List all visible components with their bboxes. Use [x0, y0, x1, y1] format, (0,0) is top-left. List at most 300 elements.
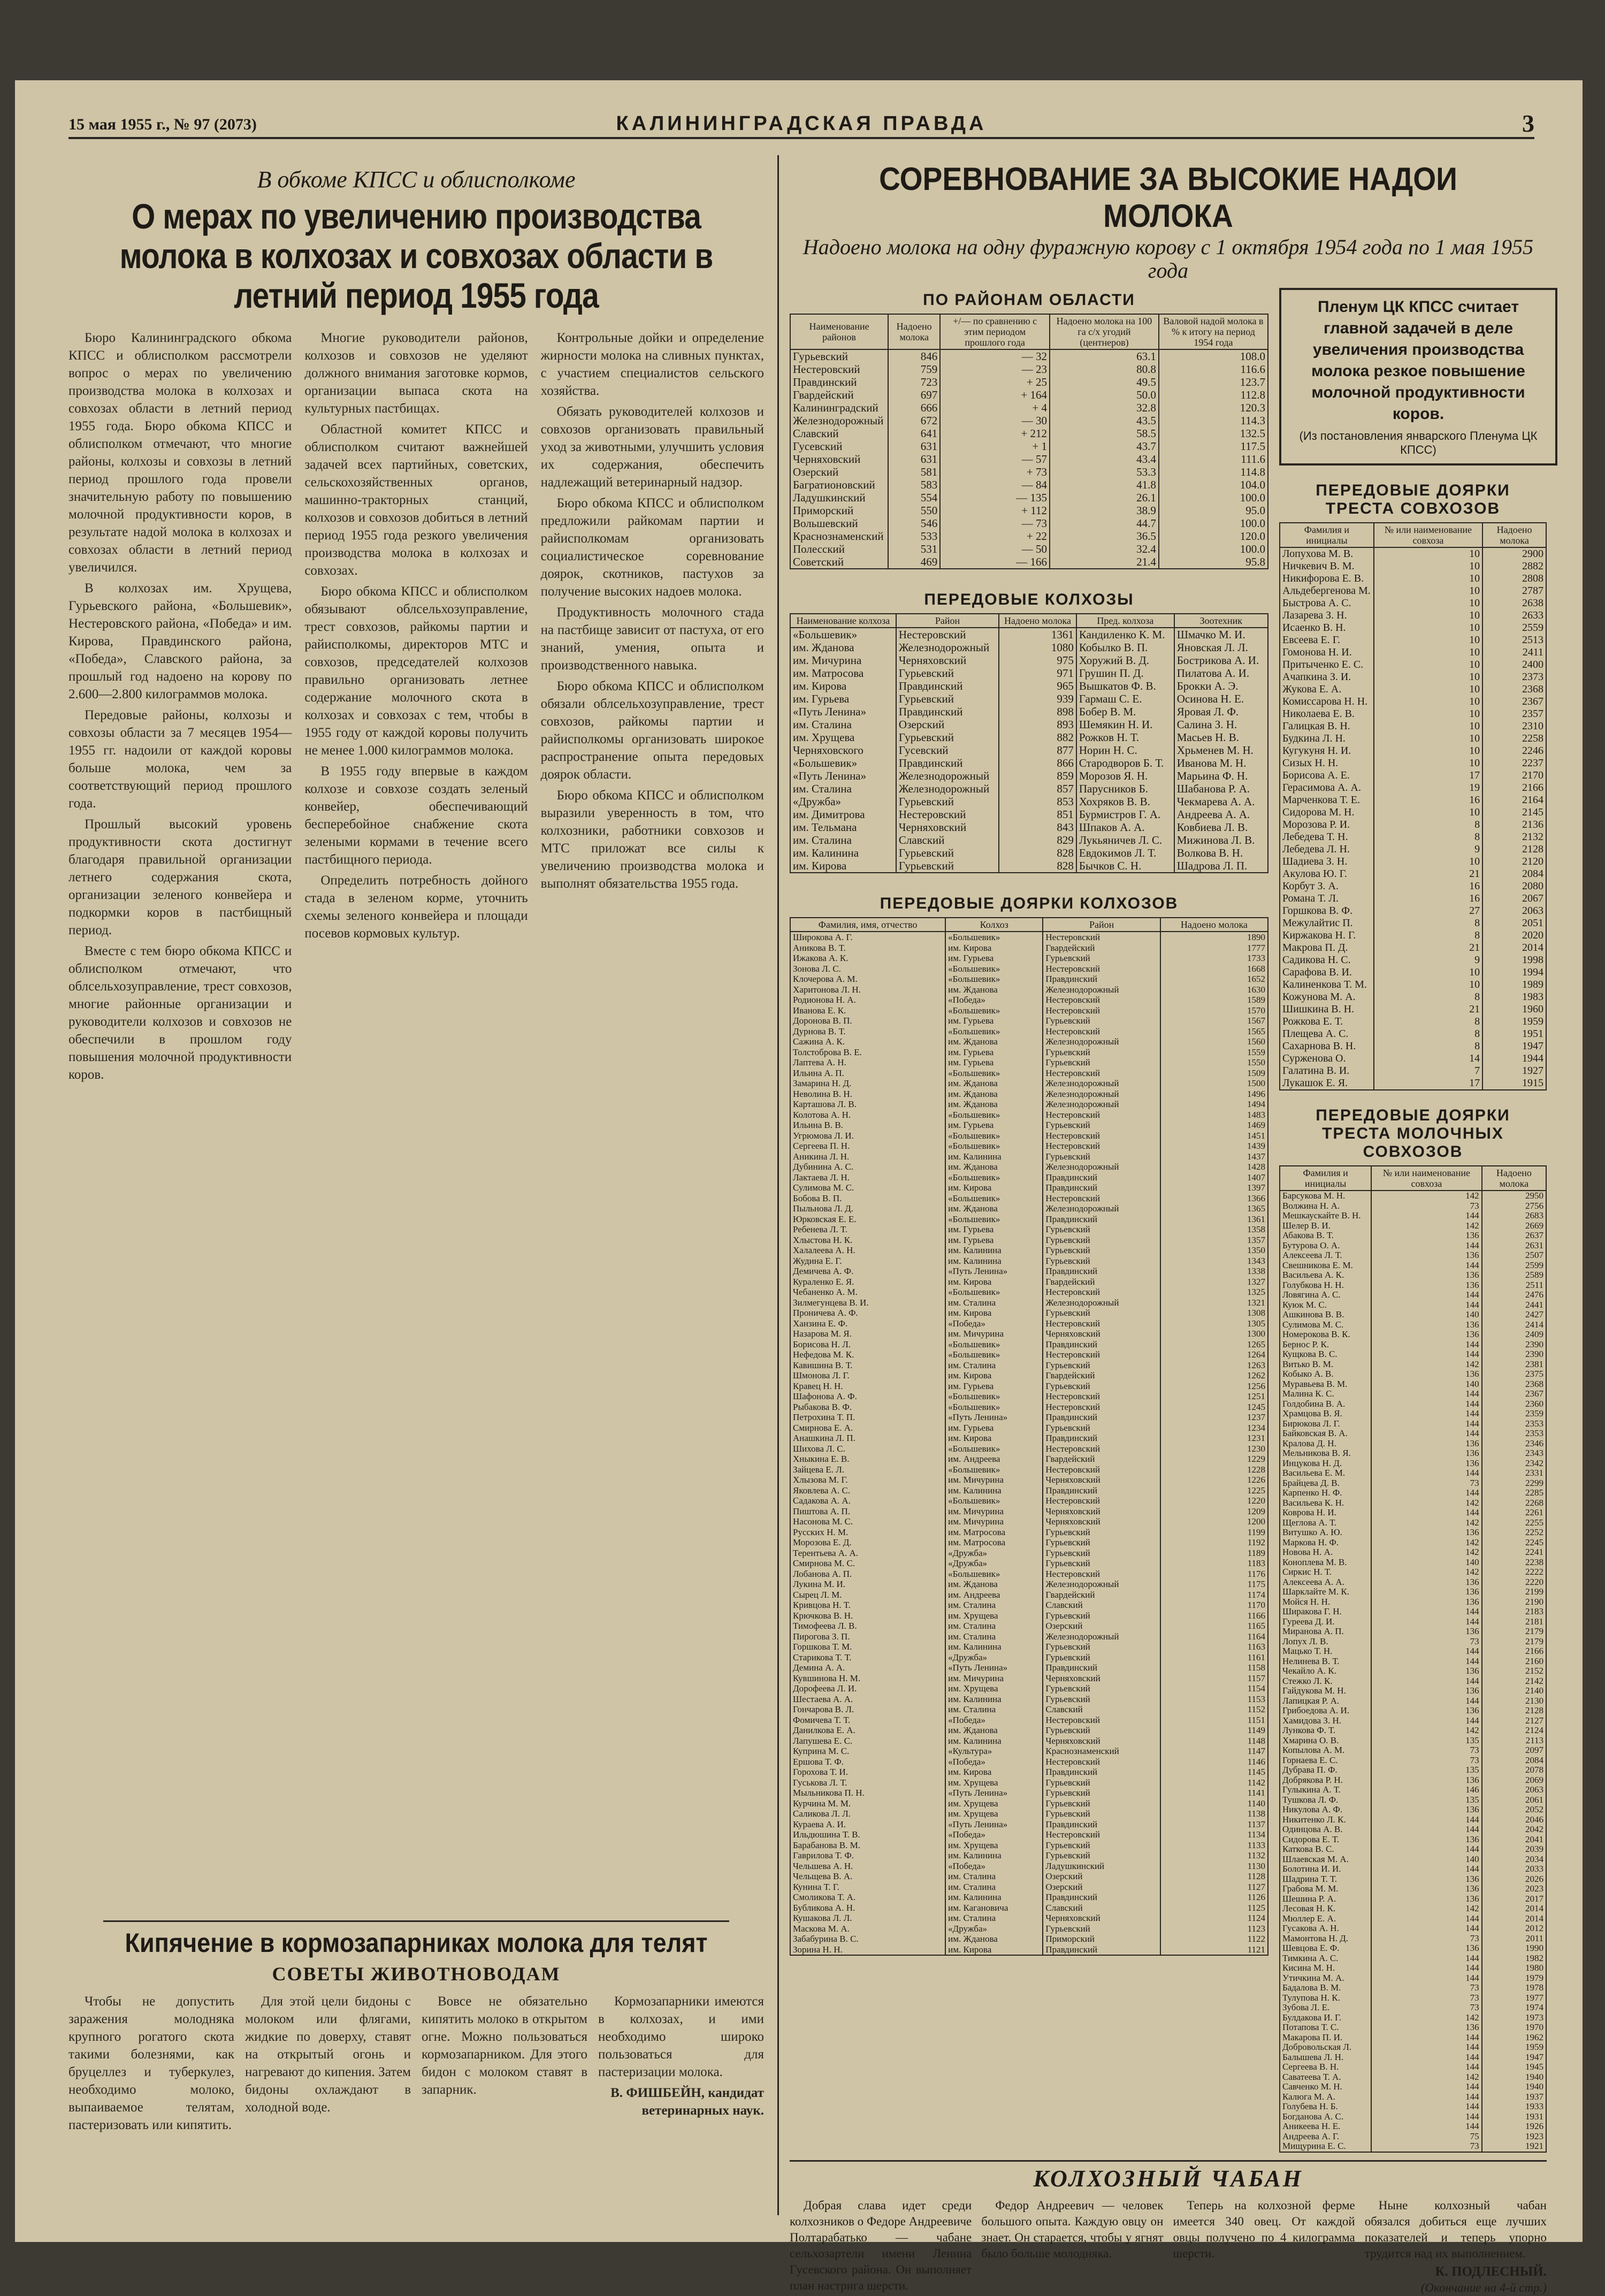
table-cell: 100.0 — [1159, 491, 1268, 504]
table-cell: 554 — [888, 491, 940, 504]
table-row — [1280, 1448, 1546, 1459]
table-cell: Борисова А. Е. — [1280, 769, 1374, 782]
table-cell: 1589 — [1160, 995, 1268, 1005]
table-row — [790, 808, 1268, 821]
table-cell: 2631 — [1482, 1241, 1546, 1251]
table-row — [1280, 1016, 1546, 1028]
table-row — [1280, 1191, 1546, 1201]
table-cell: 2039 — [1482, 1844, 1546, 1855]
table-row — [1280, 831, 1546, 843]
table-row — [790, 1318, 1268, 1329]
table-cell: — 32 — [940, 349, 1050, 363]
article-column-3 — [541, 329, 764, 1913]
table-row — [790, 1047, 1268, 1058]
table-row — [790, 349, 1268, 363]
table-cell: Сырец Л. М. — [790, 1590, 945, 1600]
table-cell: 136 — [1371, 1884, 1481, 1894]
table-cell: «Дружба» — [945, 1924, 1043, 1934]
table-cell: 1361 — [999, 628, 1076, 641]
table-cell: «Большевик» — [945, 1214, 1043, 1225]
table-row — [1280, 1360, 1546, 1370]
table-cell: 2078 — [1482, 1765, 1546, 1775]
table-row — [790, 1683, 1268, 1694]
table-cell: 723 — [888, 376, 940, 388]
table-cell: Гурьевский — [1043, 1423, 1160, 1433]
table-cell: Комиссарова Н. Н. — [1280, 696, 1374, 708]
table-cell: 1265 — [1160, 1339, 1268, 1350]
table-cell: 1245 — [1160, 1402, 1268, 1413]
table-cell: 144 — [1371, 1429, 1481, 1439]
table-cell: 2359 — [1482, 1409, 1546, 1419]
table-cell: 144 — [1371, 1815, 1481, 1825]
table-cell: 144 — [1371, 1261, 1481, 1271]
table-row — [790, 641, 1268, 654]
table-cell: Калюга М. А. — [1280, 2092, 1371, 2102]
table-row — [1280, 1231, 1546, 1241]
table-cell: «Победа» — [945, 995, 1043, 1005]
table-cell: 1126 — [1160, 1892, 1268, 1903]
table-cell: Гурьевский — [1043, 1558, 1160, 1569]
table-cell: Широкова А. Г. — [790, 932, 945, 943]
table-cell: «Путь Ленина» — [945, 1266, 1043, 1277]
table-cell: Шелер В. И. — [1280, 1221, 1371, 1231]
table-cell: 10 — [1374, 683, 1482, 696]
table-row — [1280, 2053, 1546, 2063]
table-cell: Мамонтова Н. Д. — [1280, 1934, 1371, 1944]
table-cell: «Большевик» — [790, 628, 896, 641]
table-cell: 2346 — [1482, 1439, 1546, 1449]
table-cell: Замарина Н. Д. — [790, 1078, 945, 1089]
table-row — [790, 543, 1268, 555]
column-header: Валовой надой молока в % к итогу на период 1954 года — [1159, 314, 1268, 349]
table-cell: Лобанова А. П. — [790, 1569, 945, 1580]
table-cell: Нестеровский — [1043, 1757, 1160, 1767]
table-cell: Морозова Р. И. — [1280, 819, 1374, 831]
table-cell: Хамидова З. Н. — [1280, 1716, 1371, 1726]
table-row — [790, 1694, 1268, 1705]
table-row — [1280, 1835, 1546, 1845]
column-header: Фамилия и инициалы — [1280, 1166, 1371, 1191]
table-cell: Петрохина Т. П. — [790, 1412, 945, 1423]
table-cell: 2808 — [1482, 573, 1546, 585]
table-cell: 2589 — [1482, 1270, 1546, 1280]
table-cell: 41.8 — [1050, 478, 1159, 491]
table-cell: — 73 — [940, 517, 1050, 530]
table-row — [1280, 1637, 1546, 1647]
table-cell: Утичкина М. А. — [1280, 1973, 1371, 1984]
table-cell: Правдинский — [896, 680, 999, 692]
table-cell: 10 — [1374, 609, 1482, 622]
table-cell: 533 — [888, 530, 940, 543]
table-cell: 2166 — [1482, 1646, 1546, 1657]
table-row — [1280, 1290, 1546, 1300]
table-cell: 2170 — [1482, 769, 1546, 782]
table-cell: Зорина Н. Н. — [790, 1944, 945, 1956]
table-cell: Кувшинова Н. М. — [790, 1673, 945, 1684]
table-row — [790, 1652, 1268, 1663]
table-cell: Савченко М. Н. — [1280, 2082, 1371, 2092]
table-cell: Демичева А. Ф. — [790, 1266, 945, 1277]
table-cell: 144 — [1371, 1241, 1481, 1251]
table-cell: «Победа» — [945, 1318, 1043, 1329]
table-cell: 73 — [1371, 1201, 1481, 1211]
table-cell: Железнодорожный — [1043, 1298, 1160, 1308]
table-cell: 2353 — [1482, 1429, 1546, 1439]
table-cell: 2222 — [1482, 1567, 1546, 1577]
table-row — [790, 1913, 1268, 1924]
chaban-columns — [790, 2198, 1547, 2296]
article-column-1 — [68, 329, 292, 1913]
table-cell: Лукашок Е. Я. — [1280, 1077, 1374, 1090]
table-cell: Ничкевич В. М. — [1280, 560, 1374, 573]
table-cell: Лукьяничев Л. С. — [1076, 834, 1174, 846]
table-cell: 1176 — [1160, 1569, 1268, 1580]
table-cell: 142 — [1371, 1498, 1481, 1508]
table-cell: 2368 — [1482, 683, 1546, 696]
table-cell: им. Кирова — [945, 1277, 1043, 1287]
table-cell: 975 — [999, 654, 1076, 667]
table-cell: Нестеровский — [896, 628, 999, 641]
table-cell: Герасимова А. А. — [1280, 782, 1374, 794]
table-cell: «Культура» — [945, 1746, 1043, 1757]
table-cell: Железнодорожный — [1043, 1162, 1160, 1172]
table-cell: 1262 — [1160, 1370, 1268, 1381]
table-row — [790, 401, 1268, 414]
table-cell: Кожунова М. А. — [1280, 991, 1374, 1003]
table-cell: 877 — [999, 744, 1076, 757]
table-cell: Щеглова А. Т. — [1280, 1518, 1371, 1528]
table-cell: Сидорова Е. Т. — [1280, 1835, 1371, 1845]
dairy-milkmaid-heading: ПЕРЕДОВЫЕ ДОЯРКИ ТРЕСТА МОЛОЧНЫХ СОВХОЗОВ — [1316, 1107, 1510, 1161]
table-cell: 26.1 — [1050, 491, 1159, 504]
table-cell: Ханзина Е. Ф. — [790, 1318, 945, 1329]
table-cell: 2152 — [1482, 1666, 1546, 1676]
table-cell: им. Гурьева — [945, 1224, 1043, 1235]
table-cell: 2373 — [1482, 671, 1546, 683]
table-cell: 1125 — [1160, 1903, 1268, 1913]
table-row — [790, 985, 1268, 995]
table-cell: Сидорова М. Н. — [1280, 806, 1374, 819]
table-cell: им. Мичурина — [790, 654, 896, 667]
table-cell: им. Мичурина — [945, 1329, 1043, 1339]
table-cell: Правдинский — [896, 757, 999, 769]
table-cell: Яковлева А. С. — [790, 1485, 945, 1496]
table-row — [1280, 1028, 1546, 1040]
table-cell: 144 — [1371, 1340, 1481, 1350]
table-cell: им. Калинина — [945, 1245, 1043, 1256]
table-row — [1280, 1963, 1546, 1973]
table-cell: Кунина Т. Г. — [790, 1882, 945, 1893]
table-row — [1280, 1518, 1546, 1528]
table-cell: 73 — [1371, 1745, 1481, 1756]
table-cell: 2900 — [1482, 547, 1546, 560]
table-cell: Нестеровский — [1043, 1141, 1160, 1151]
table-cell: Правдинский — [1043, 1214, 1160, 1225]
table-row — [790, 1381, 1268, 1392]
table-cell: Васильева Е. М. — [1280, 1468, 1371, 1478]
table-cell: Сиркис Н. Т. — [1280, 1567, 1371, 1577]
table-cell: им. Сталина — [945, 1360, 1043, 1371]
table-cell: Бурмистров Г. А. — [1076, 808, 1174, 821]
table-cell: 882 — [999, 731, 1076, 744]
table-row — [790, 1673, 1268, 1684]
sub-article-column — [245, 1993, 411, 2137]
table-row — [1280, 1785, 1546, 1795]
table-cell: «Победа» — [945, 1861, 1043, 1872]
table-cell: Миранова А. П. — [1280, 1627, 1371, 1637]
table-row — [1280, 1270, 1546, 1280]
table-row — [790, 1548, 1268, 1559]
table-cell: 1960 — [1482, 1003, 1546, 1016]
table-cell: Озерский — [1043, 1621, 1160, 1631]
table-row — [1280, 659, 1546, 671]
table-cell: Гаврилова Т. Ф. — [790, 1850, 945, 1861]
table-cell: Железнодорожный — [1043, 1203, 1160, 1214]
table-row — [790, 1454, 1268, 1464]
table-row — [790, 1370, 1268, 1381]
table-row — [790, 1840, 1268, 1851]
table-cell: Шихова Л. С. — [790, 1444, 945, 1454]
table-cell: Доронова В. П. — [790, 1016, 945, 1026]
table-cell: 2181 — [1482, 1617, 1546, 1627]
table-cell: 136 — [1371, 2023, 1481, 2033]
table-row — [1280, 1666, 1546, 1676]
table-cell: 10 — [1374, 757, 1482, 769]
table-cell: Славский — [1043, 1600, 1160, 1611]
table-cell: им. Сталина — [790, 782, 896, 795]
table-row — [1280, 1478, 1546, 1489]
table-cell: Смирнова М. С. — [790, 1558, 945, 1569]
table-cell: 1567 — [1160, 1016, 1268, 1026]
table-cell: им. Хрущева — [945, 1798, 1043, 1809]
table-cell: 1428 — [1160, 1162, 1268, 1172]
table-cell: 136 — [1371, 1943, 1481, 1954]
table-cell: 1977 — [1482, 1993, 1546, 2003]
table-cell: 140 — [1371, 1379, 1481, 1390]
table-cell: 73 — [1371, 1934, 1481, 1944]
table-cell: 10 — [1374, 597, 1482, 609]
table-row — [790, 1798, 1268, 1809]
table-cell: Дубрава П. Ф. — [1280, 1765, 1371, 1775]
table-row — [790, 1829, 1268, 1840]
table-cell: 1959 — [1482, 1016, 1546, 1028]
table-cell: 135 — [1371, 1736, 1481, 1746]
quote-text: Пленум ЦК КПСС считает главной задачей в деле увеличения производства молока резкое повышение молочной продуктивности коров. — [1311, 298, 1525, 423]
table-cell: Каткова В. С. — [1280, 1844, 1371, 1855]
table-cell: 136 — [1371, 1250, 1481, 1261]
column-header: № или наименование совхоза — [1371, 1166, 1481, 1191]
table-cell: Железнодорожный — [1043, 1078, 1160, 1089]
table-cell: 1350 — [1160, 1245, 1268, 1256]
table-cell: Мыльникова П. Н. — [790, 1788, 945, 1798]
table-cell: Хрьменев М. Н. — [1174, 744, 1268, 757]
table-cell: 2261 — [1482, 1508, 1546, 1518]
table-row — [1280, 1201, 1546, 1211]
table-cell: Русских Н. М. — [790, 1527, 945, 1538]
table-row — [1280, 696, 1546, 708]
table-cell: 828 — [999, 846, 1076, 859]
table-cell: «Дружба» — [945, 1558, 1043, 1569]
table-cell: «Большевик» — [945, 1402, 1043, 1413]
table-cell: «Большевик» — [945, 1464, 1043, 1475]
table-cell: 43.4 — [1050, 453, 1159, 466]
table-row — [1280, 708, 1546, 720]
table-cell: 21.4 — [1050, 555, 1159, 569]
table-row — [1280, 1439, 1546, 1449]
table-cell: 2241 — [1482, 1547, 1546, 1558]
table-cell: Лункова Ф. Т. — [1280, 1726, 1371, 1736]
table-cell: 144 — [1371, 1399, 1481, 1409]
table-cell: им. Хрущева — [945, 1840, 1043, 1851]
table-cell: Кугукуня Н. И. — [1280, 745, 1374, 757]
table-row — [1280, 1558, 1546, 1568]
table-cell: 2014 — [1482, 942, 1546, 954]
table-cell: 469 — [888, 555, 940, 569]
table-cell: Хохряков В. В. — [1076, 795, 1174, 808]
table-cell: 10 — [1374, 966, 1482, 979]
table-cell: 10 — [1374, 720, 1482, 733]
table-cell: Мацько Т. Н. — [1280, 1646, 1371, 1657]
table-cell: 9 — [1374, 843, 1482, 856]
table-cell: Черняховский — [1043, 1475, 1160, 1485]
table-row — [1280, 2141, 1546, 2152]
table-row — [790, 1809, 1268, 1819]
table-cell: Кураева А. И. — [790, 1819, 945, 1830]
table-cell: 144 — [1371, 1211, 1481, 1221]
table-row — [1280, 1894, 1546, 1904]
table-cell: — 30 — [940, 414, 1050, 427]
table-cell: Малина К. С. — [1280, 1389, 1371, 1399]
table-cell: «Большевик» — [945, 1068, 1043, 1079]
table-row — [790, 1203, 1268, 1214]
table-cell: 2130 — [1482, 1696, 1546, 1706]
table-row — [1280, 1617, 1546, 1627]
table-cell: + 164 — [940, 388, 1050, 401]
table-cell: Евсеева Е. Г. — [1280, 634, 1374, 646]
table-cell: Гурьевский — [1043, 1224, 1160, 1235]
table-cell: 1154 — [1160, 1683, 1268, 1694]
table-cell: 2375 — [1482, 1369, 1546, 1379]
table-cell: 1357 — [1160, 1235, 1268, 1246]
table-cell: 1170 — [1160, 1600, 1268, 1611]
table-cell: 144 — [1371, 1914, 1481, 1924]
table-cell: Гурьевский — [1043, 953, 1160, 964]
table-cell: 1668 — [1160, 964, 1268, 974]
table-cell: 1149 — [1160, 1725, 1268, 1736]
table-cell: 2183 — [1482, 1607, 1546, 1617]
table-row — [790, 555, 1268, 569]
table-cell: 2638 — [1482, 597, 1546, 609]
table-cell: 2164 — [1482, 794, 1546, 806]
table-cell: 1141 — [1160, 1788, 1268, 1798]
table-cell: Шпаков А. А. — [1076, 821, 1174, 834]
table-cell: 531 — [888, 543, 940, 555]
table-cell: Маскова М. А. — [790, 1924, 945, 1934]
table-cell: им. Жданова — [945, 1036, 1043, 1047]
table-cell: Славский — [1043, 1704, 1160, 1715]
table-cell: 144 — [1371, 1468, 1481, 1478]
table-cell: 73 — [1371, 1756, 1481, 1766]
table-cell: 1174 — [1160, 1590, 1268, 1600]
table-cell: 136 — [1371, 1439, 1481, 1449]
table-cell: Гвардейский — [1043, 1454, 1160, 1464]
table-cell: 2179 — [1482, 1627, 1546, 1637]
table-cell: Правдинский — [1043, 1183, 1160, 1193]
table-cell: Нестеровский — [1043, 1444, 1160, 1454]
table-cell: 135 — [1371, 1795, 1481, 1805]
table-cell: Одинцова А. В. — [1280, 1825, 1371, 1835]
table-cell: Зонова Л. С. — [790, 964, 945, 974]
table-cell: 1500 — [1160, 1078, 1268, 1089]
table-cell: Нестеровский — [1043, 1318, 1160, 1329]
table-cell: 8 — [1374, 917, 1482, 929]
table-cell: Шемякин Н. И. — [1076, 718, 1174, 731]
table-cell: им. Сталина — [945, 1913, 1043, 1924]
sub-article-rubric: СОВЕТЫ ЖИВОТНОВОДАМ — [272, 1963, 561, 1985]
table-cell: 111.6 — [1159, 453, 1268, 466]
table-cell: Сулимова М. С. — [1280, 1320, 1371, 1330]
table-cell: 1130 — [1160, 1861, 1268, 1872]
table-cell: Железнодорожный — [896, 782, 999, 795]
table-cell: + 112 — [940, 504, 1050, 517]
table-cell: Гусевский — [790, 440, 888, 453]
table-cell: Барабанова В. М. — [790, 1840, 945, 1851]
table-cell: 1200 — [1160, 1516, 1268, 1527]
table-cell: — 135 — [940, 491, 1050, 504]
table-cell: 1937 — [1482, 2092, 1546, 2102]
table-cell: Чекайло А. К. — [1280, 1666, 1371, 1676]
table-cell: Гурьевский — [1043, 1548, 1160, 1559]
table-cell: 144 — [1371, 1716, 1481, 1726]
table-cell: Нестеровский — [1043, 1569, 1160, 1580]
table-cell: 1137 — [1160, 1819, 1268, 1830]
table-cell: Абакова В. Т. — [1280, 1231, 1371, 1241]
table-cell: — 84 — [940, 478, 1050, 491]
table-cell: 2051 — [1482, 917, 1546, 929]
table-cell: 43.5 — [1050, 414, 1159, 427]
table-cell: Правдинский — [896, 705, 999, 718]
table-cell: Аникина Л. Н. — [790, 1151, 945, 1162]
table-cell: им. Кирова — [945, 1308, 1043, 1318]
table-cell: 144 — [1371, 1924, 1481, 1934]
table-cell: 144 — [1371, 1300, 1481, 1310]
table-cell: 43.7 — [1050, 440, 1159, 453]
sub-article-column — [422, 1993, 587, 2137]
table-cell: 53.3 — [1050, 466, 1159, 478]
table-cell: им. Гурьева — [945, 1047, 1043, 1058]
table-cell: Бубликова А. Н. — [790, 1903, 945, 1913]
table-cell: 144 — [1371, 1488, 1481, 1498]
table-cell: 142 — [1371, 1538, 1481, 1548]
table-cell: Парусников Б. — [1076, 782, 1174, 795]
table-cell: Нефедова М. К. — [790, 1349, 945, 1360]
table-cell: 144 — [1371, 1508, 1481, 1518]
table-cell: Черняховский — [1043, 1913, 1160, 1924]
table-cell: Насонова М. С. — [790, 1516, 945, 1527]
table-row — [1280, 1429, 1546, 1439]
table-row — [790, 1934, 1268, 1944]
table-cell: Добровольская Л. — [1280, 2042, 1371, 2053]
table-row — [790, 1882, 1268, 1893]
table-cell: им. Жданова — [945, 1203, 1043, 1214]
table-cell: 144 — [1371, 1617, 1481, 1627]
table-cell: 136 — [1371, 1528, 1481, 1538]
table-cell: Проничева А. Ф. — [790, 1308, 945, 1318]
table-cell: 2637 — [1482, 1231, 1546, 1241]
table-cell: Гурьевский — [1043, 1120, 1160, 1131]
table-row — [790, 1078, 1268, 1089]
paragraph: Бюро обкома КПСС и облисполком обязали облсельхозуправление, трест совхозов, райкомы партии и райисполкомы организовать широкое распространение опыта передовых доярок области. — [540, 679, 764, 782]
